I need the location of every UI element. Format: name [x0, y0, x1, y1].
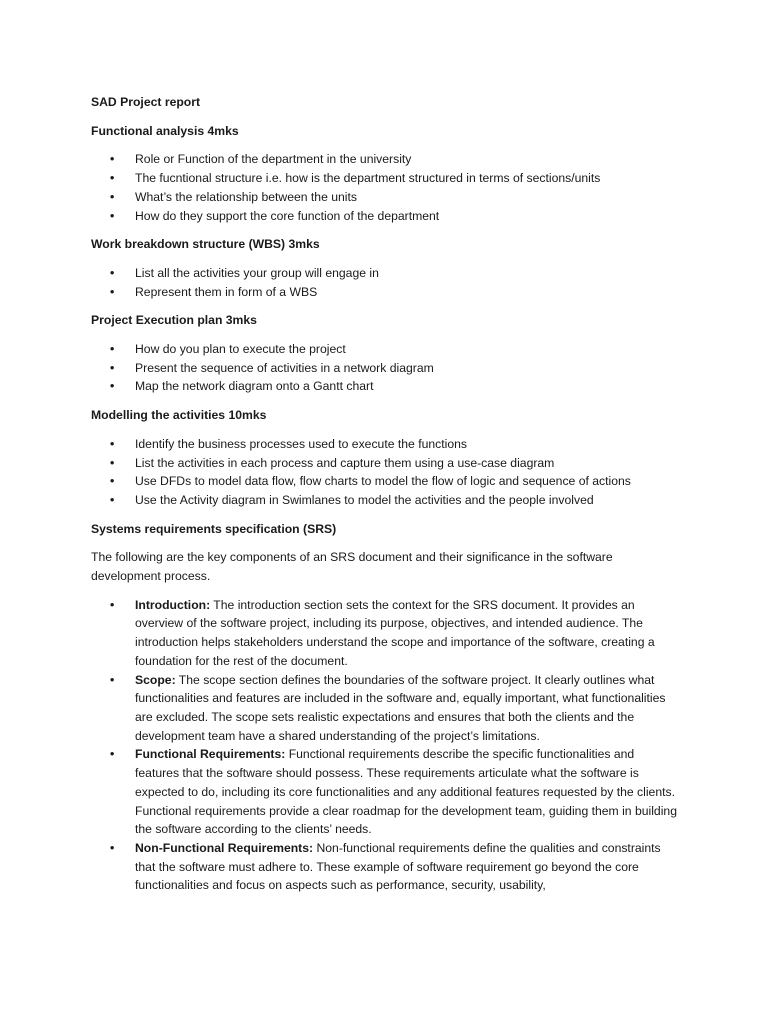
section-heading-execution-plan: Project Execution plan 3mks [91, 313, 257, 328]
section-heading-functional-analysis: Functional analysis 4mks [91, 123, 239, 138]
bullet-list-functional-analysis [91, 150, 680, 225]
bullet-list-srs-components [91, 596, 680, 895]
section-heading-wbs: Work breakdown structure (WBS) 3mks [91, 237, 320, 252]
bullet-list-wbs [91, 264, 680, 301]
document-title: SAD Project report [91, 95, 201, 109]
term-description: Functional requirements describe the specific functionalities and features that the software should possess. These requirements articulate what the software is expected to do, including its core functionalities and any additional features requested by the clients. Functional requirements provide a clear roadmap for the development team, guiding them in building the software according to the clients’ needs. [135, 747, 677, 837]
list-item: • How do they support the core function of the department [91, 207, 680, 226]
term-description: Non-functional requirements define the qualities and constraints that the software must adhere to. These example of software requirement go beyond the core functionalities and focus on aspects such as performance, security, usability, [135, 840, 661, 893]
list-item: • Identify the business processes used to execute the functions [91, 435, 680, 454]
list-item-non-functional-requirements [91, 839, 680, 895]
section-heading-srs: Systems requirements specification (SRS) [91, 521, 337, 536]
list-item-functional-requirements [91, 745, 680, 839]
list-item: • Role or Function of the department in the university [91, 150, 680, 169]
list-item-scope [91, 671, 680, 746]
term-label: Functional Requirements: [135, 747, 286, 762]
list-item: • Represent them in form of a WBS [91, 283, 680, 302]
term-label: Non-Functional Requirements: [135, 840, 314, 855]
list-item: • The fucntional structure i.e. how is the department structured in terms of sections/units [91, 169, 680, 188]
list-item: • List the activities in each process and capture them using a use-case diagram [91, 454, 680, 473]
term-label: Scope: [135, 672, 176, 687]
bullet-list-modelling [91, 435, 680, 510]
list-item: • Use DFDs to model data flow, flow charts to model the flow of logic and sequence of actions [91, 472, 680, 491]
list-item: • Map the network diagram onto a Gantt chart [91, 377, 680, 396]
term-label: Introduction: [135, 597, 211, 612]
term-description: The introduction section sets the context for the SRS document. It provides an overview of the software project, including its purpose, objectives, and intended audience. The introduction helps stakeholders understand the scope and importance of the software, creating a foundation for the rest of the document. [135, 597, 655, 668]
list-item: • Present the sequence of activities in a network diagram [91, 359, 680, 378]
list-item: • What’s the relationship between the units [91, 188, 680, 207]
bullet-list-execution-plan [91, 340, 680, 396]
list-item: • Use the Activity diagram in Swimlanes to model the activities and the people involved [91, 491, 680, 510]
term-description: The scope section defines the boundaries of the software project. It clearly outlines what functionalities and features are included in the software and, equally important, what functionalities are excluded. The scope sets realistic expectations and ensures that both the clients and the development team have a shared understanding of the project’s limitations. [135, 672, 666, 743]
srs-intro-paragraph: The following are the key components of an SRS document and their significance in the software development process. [91, 550, 613, 584]
list-item: • How do you plan to execute the project [91, 340, 680, 359]
list-item-introduction [91, 596, 680, 671]
section-heading-modelling: Modelling the activities 10mks [91, 408, 267, 423]
list-item: • List all the activities your group will engage in [91, 264, 680, 283]
